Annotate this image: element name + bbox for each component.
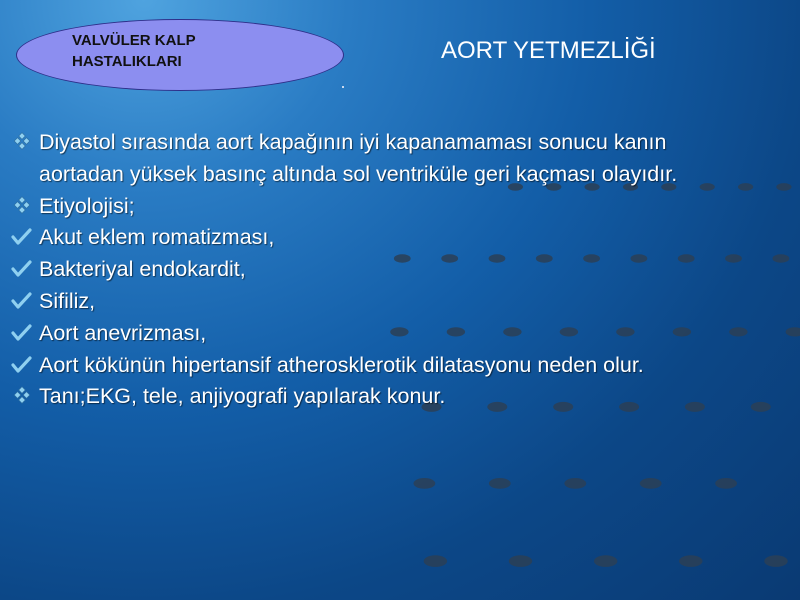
bullet-text: Tanı;EKG, tele, anjiyografi yapılarak konur. [39,384,446,409]
checkmark-bullet-icon [10,222,34,254]
bullet-text: Akut eklem romatizması, [39,225,275,250]
background-dot [509,555,532,567]
checkmark-bullet-icon [10,286,34,318]
background-dot [764,555,787,567]
bullet-text: Aort anevrizması, [39,320,207,345]
bullet-item [0,286,790,318]
bullet-item [0,191,790,223]
background-dot [640,478,662,489]
checkmark-bullet-icon [10,318,34,350]
bullet-text: Sifiliz, [39,288,96,313]
background-dot [594,555,617,567]
bullet-item [0,127,790,191]
checkmark-bullet-icon [10,254,34,286]
bullet-item [0,318,790,350]
section-label-line-2: HASTALIKLARI [72,53,182,70]
bullet-item [0,222,790,254]
diamond-bullet-icon [10,381,34,413]
section-label-line-1: VALVÜLER KALP [72,32,196,49]
background-dot [424,555,447,567]
bullet-text: Etiyolojisi; [39,193,135,218]
bullet-item [0,254,790,286]
diamond-bullet-icon [10,127,34,159]
diamond-bullet-icon [10,191,34,223]
slide-title: AORT YETMEZLİĞİ [441,37,656,64]
background-dot [489,478,511,489]
bullet-list [0,127,790,413]
background-dot [564,478,586,489]
background-dot [715,478,737,489]
bullet-text: Bakteriyal endokardit, [39,257,246,282]
bullet-item [0,381,790,413]
background-dot [414,478,436,489]
tiny-mark [342,86,344,88]
bullet-text: Diyastol sırasında aort kapağının iyi kapanamaması sonucu kanın aortadan yüksek basınç altında sol ventriküle geri kaçması olayıdır. [39,130,678,186]
checkmark-bullet-icon [10,350,34,382]
section-label [72,30,312,72]
bullet-item [0,350,790,382]
background-dot [679,555,702,567]
bullet-text: Aort kökünün hipertansif atherosklerotik dilatasyonu neden olur. [39,352,644,377]
